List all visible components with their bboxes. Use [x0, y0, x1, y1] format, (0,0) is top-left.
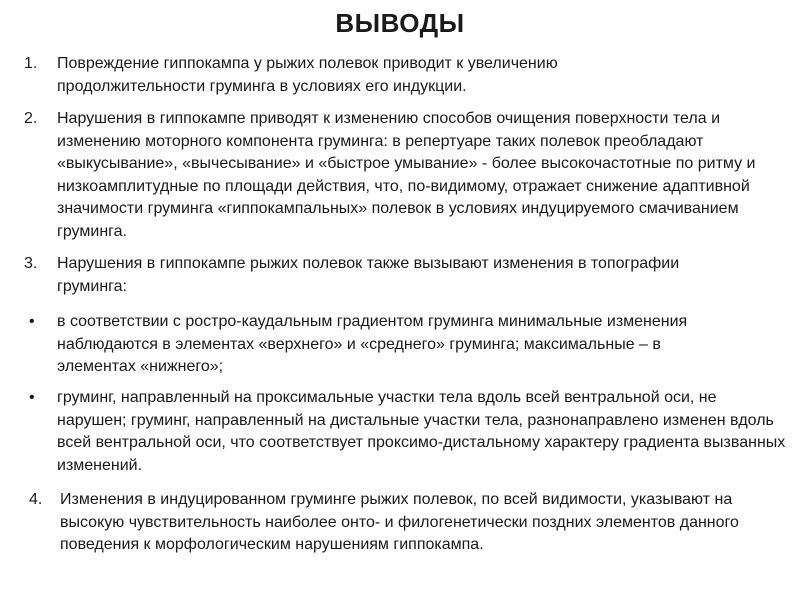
- list-marker-4: 4.: [29, 491, 43, 508]
- list-item-1: Повреждение гиппокампа у рыжих полевок приводит к увеличению продолжительности груминга в условиях его индукции.: [57, 55, 558, 95]
- list-item-4: Изменения в индуцированном груминге рыжих полевок, по всей видимости, указывают на высокую чувствительность наиболее онто- и филогенетически поздних элементов данного поведения к морфологическим нарушениям гиппокампа.: [60, 491, 739, 553]
- list-marker-3: 3.: [24, 255, 38, 272]
- list-item-2: Нарушения в гиппокампе приводят к изменению способов очищения поверхности тела и изменению моторного компонента груминга: в репертуаре таких полевок преобладают «выкусывание», «вычесывание» и «быстрое умывание» - более высокочастотные по ритму и низкоамплитудные по площади действия, что, по-видимому, отражает снижение адаптивной значимости груминга «гиппокампальных» полевок в условиях индуцируемого смачиванием груминга.: [57, 110, 756, 240]
- list-marker-1: 1.: [24, 55, 38, 72]
- bullet-item-2: груминг, направленный на проксимальные участки тела вдоль всей вентральной оси, не нарушен; груминг, направленный на дистальные участки тела, разнонаправлено изменен вдоль всей вентральной оси, что соответствует проксимо-дистальному характеру градиента вызванных изменений.: [57, 389, 786, 474]
- bullet-item-1: в соответствии с ростро-каудальным градиентом груминга минимальные изменения наблюдаются в элементах «верхнего» и «среднего» груминга; максимальные – в элементах «нижнего»;: [57, 313, 688, 375]
- bullet-marker-2: •: [29, 389, 35, 406]
- bullet-marker-1: •: [29, 313, 35, 330]
- list-item-3: Нарушения в гиппокампе рыжих полевок также вызывают изменения в топографии груминга:: [57, 255, 680, 295]
- list-marker-2: 2.: [24, 110, 38, 127]
- page-title: ВЫВОДЫ: [335, 8, 465, 38]
